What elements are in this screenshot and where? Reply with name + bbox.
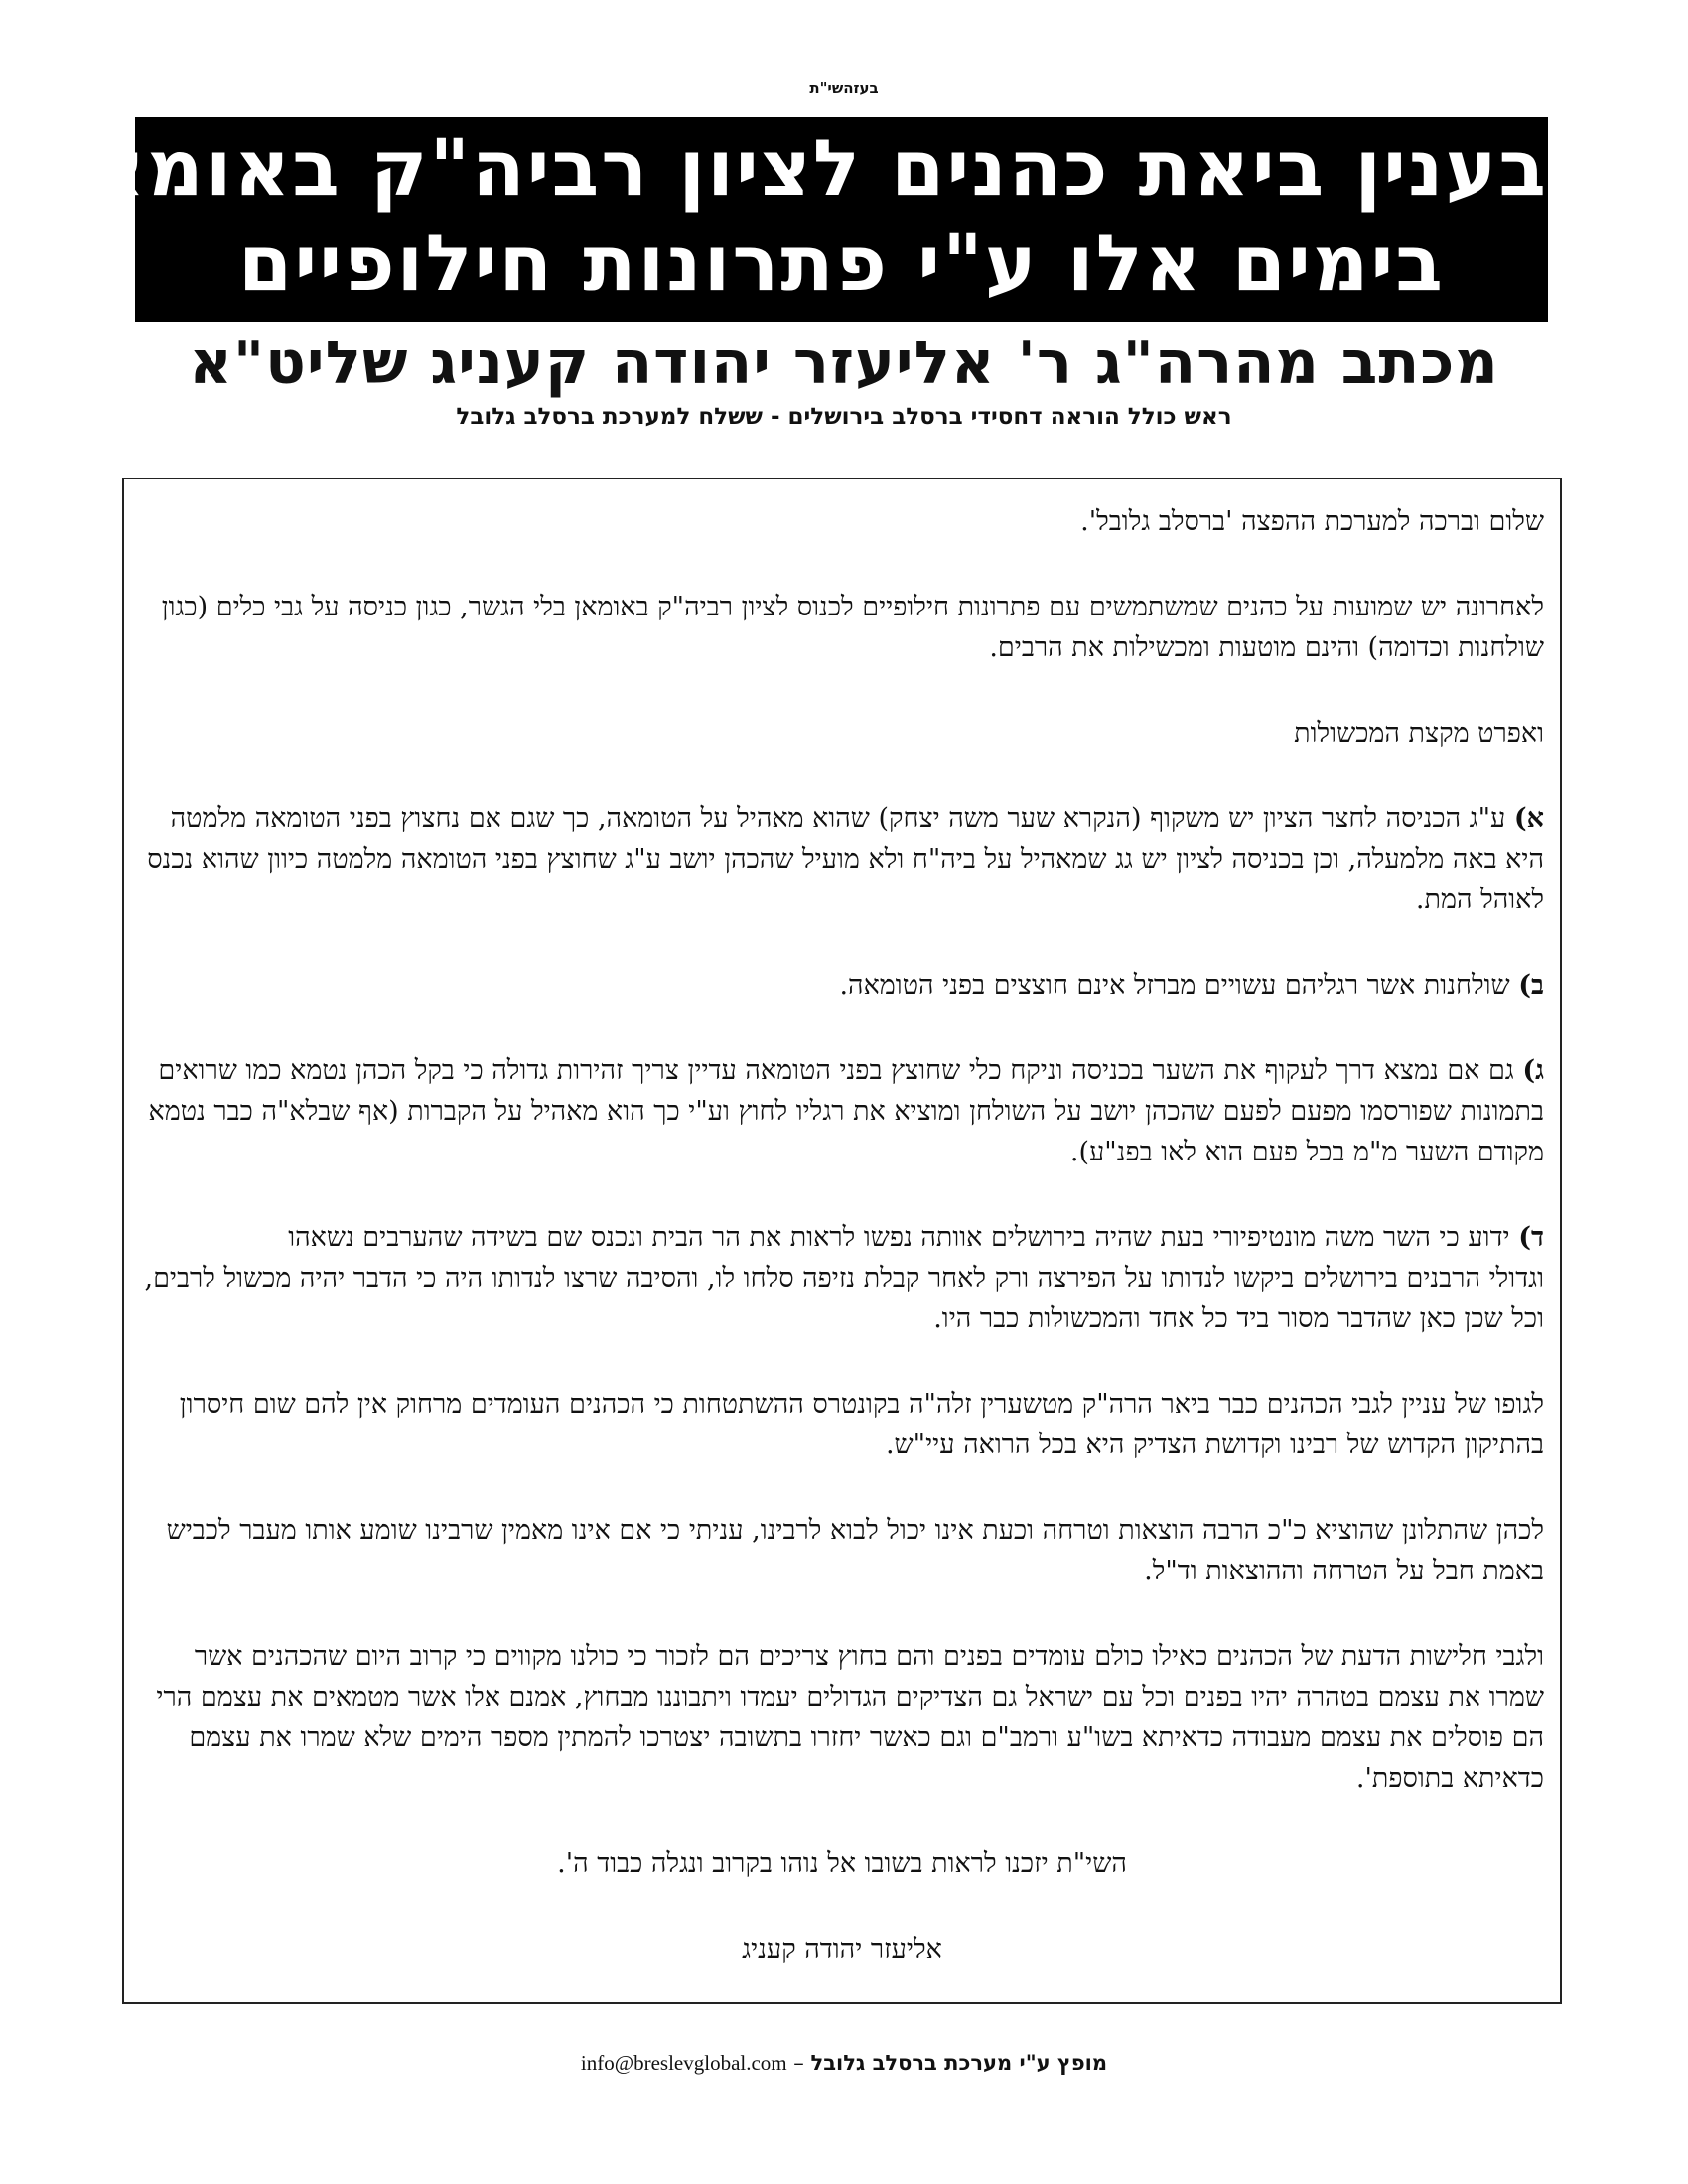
footer	[0, 2048, 1688, 2078]
item-marker-a: א)	[1513, 803, 1544, 834]
signature: אליעזר יהודה קעניג	[742, 1934, 942, 1965]
list-item-d	[140, 1217, 1544, 1258]
closing-blessing: השי"ת יזכנו לראות בשובו אל נוהו בקרוב ונגלה כבוד ה'.	[557, 1848, 1127, 1879]
item-text-b: שולחנות אשר רגליהם עשויים מברזל אינם חוצצים בפני הטומאה.	[839, 970, 1519, 1001]
body-paragraph-3: ולגבי חלישות הדעת של הכהנים כאילו כולם עומדים בפנים והם בחוץ צריכים הם לזכור כי כולנו מקווים כי קרוב היום שהכהנים אשר שמרו את עצמם בטהרה יהיו בפנים וכל עם ישראל גם הצדיקים הגדולים יעמדו ויתבוננו מבחוץ, אמנם אלו אשר מטמאים את עצמם הרי הם פוסלים את עצמם מעבודה כדאיתא בשו"ע ורמב"ם וגם כאשר יחזרו בתשובה יצטרכו להמתין מספר הימים שלא שמרו את עצמם כדאיתא בתוספת'.	[156, 1641, 1544, 1794]
title-banner	[60, 117, 1548, 322]
body-paragraph-1: לגופו של עניין לגבי הכהנים כבר ביאר הרה"ק מטשערין זלה"ה בקונטרס ההשתטחות כי הכהנים העומדים מרחוק אין להם שום חיסרון בהתיקון הקדוש של רבינו וקדושת הצדיק היא בכל הרואה עיי"ש.	[179, 1389, 1544, 1460]
list-item-c	[140, 1050, 1544, 1172]
list-item-a	[140, 798, 1544, 920]
top-mark: בעזהשי"ת	[809, 79, 879, 97]
footer-email: info@breslevglobal.com	[580, 2051, 787, 2075]
letter-frame	[122, 478, 1562, 2004]
list-item-d-continuation: וגדולי הרבנים בירושלים ביקשו לנדותו על הפירצה ורק לאחר קבלת נזיפה סלחו לו, והסיבה שרצו לנדותו היה כי הדבר יהיה מכשול לרבים, וכל שכן כאן שהדבר מסור ביד כל אחד והמכשולות כבר היו.	[144, 1263, 1544, 1334]
list-intro: ואפרט מקצת המכשולות	[1294, 718, 1544, 749]
title-line-1: בענין ביאת כהנים לציון רביה"ק באומאן	[60, 124, 1548, 213]
item-marker-c: ג)	[1522, 1055, 1544, 1086]
author-byline: ראש כולל הוראה דחסידי ברסלב בירושלים - ששלח למערכת ברסלב גלובל	[456, 404, 1232, 430]
item-text-a: ע"ג הכניסה לחצר הציון יש משקוף (הנקרא שער משה יצחק) שהוא מאהיל על הטומאה, כך שגם אם נחצוץ בפני הטומאה מלמטה היא באה מלמעלה, וכן בכניסה לציון יש גג שמאהיל על ביה"ח ולא מועיל שהכהן יושב ע"ג שחוצץ בפני הטומאה מלמטה כיוון שהוא נכנס לאוהל המת.	[147, 803, 1544, 915]
item-text-c: גם אם נמצא דרך לעקוף את השער בכניסה וניקח כלי שחוצץ בפני הטומאה עדיין צריך זהירות גדולה כי בקל הכהן נטמא כמו שרואים בתמונות שפורסמו מפעם לפעם שהכהן יושב על השולחן ומוציא את רגליו לחוץ וע"י כך הוא מאהיל על הקברות (אף שבלא"ה כבר נטמא מקודם השער מ"מ בכל פעם הוא לאו בפנ"ע).	[148, 1055, 1544, 1167]
letter-intro: לאחרונה יש שמועות על כהנים שמשתמשים עם פתרונות חילופיים לכנוס לציון רביה"ק באומאן בלי הגשר, כגון כניסה על גבי כלים (כגון שולחנות וכדומה) והינם מוטעות ומכשילות את הרבים.	[161, 592, 1544, 663]
letter-heading: מכתב מהרה"ג ר' אליעזר יהודה קעניג שליט"א	[189, 329, 1499, 398]
footer-distributor: מופץ ע"י מערכת ברסלב גלובל	[810, 2051, 1108, 2075]
item-text-d: ידוע כי השר משה מונטיפיורי בעת שהיה בירושלים אוותה נפשו לראות את הר הבית ונכנס שם בשידה שהערבים נשאהו	[288, 1222, 1519, 1253]
body-paragraph-2: לכהן שהתלונן שהוציא כ"כ הרבה הוצאות וטרחה וכעת אינו יכול לבוא לרבינו, עניתי כי אם אינו מאמין שרבינו שומע אותו מעבר לכביש באמת חבל על הטרחה וההוצאות וד"ל.	[166, 1515, 1544, 1586]
letter-greeting: שלום וברכה למערכת ההפצה 'ברסלב גלובל'.	[1080, 506, 1544, 537]
item-marker-b: ב)	[1518, 970, 1544, 1001]
title-line-2: בימים אלו ע"י פתרונות חילופיים	[238, 219, 1445, 309]
item-marker-d: ד)	[1518, 1222, 1544, 1253]
letter-body	[140, 501, 1544, 1970]
list-item-b	[140, 965, 1544, 1006]
footer-separator: –	[786, 2051, 811, 2075]
